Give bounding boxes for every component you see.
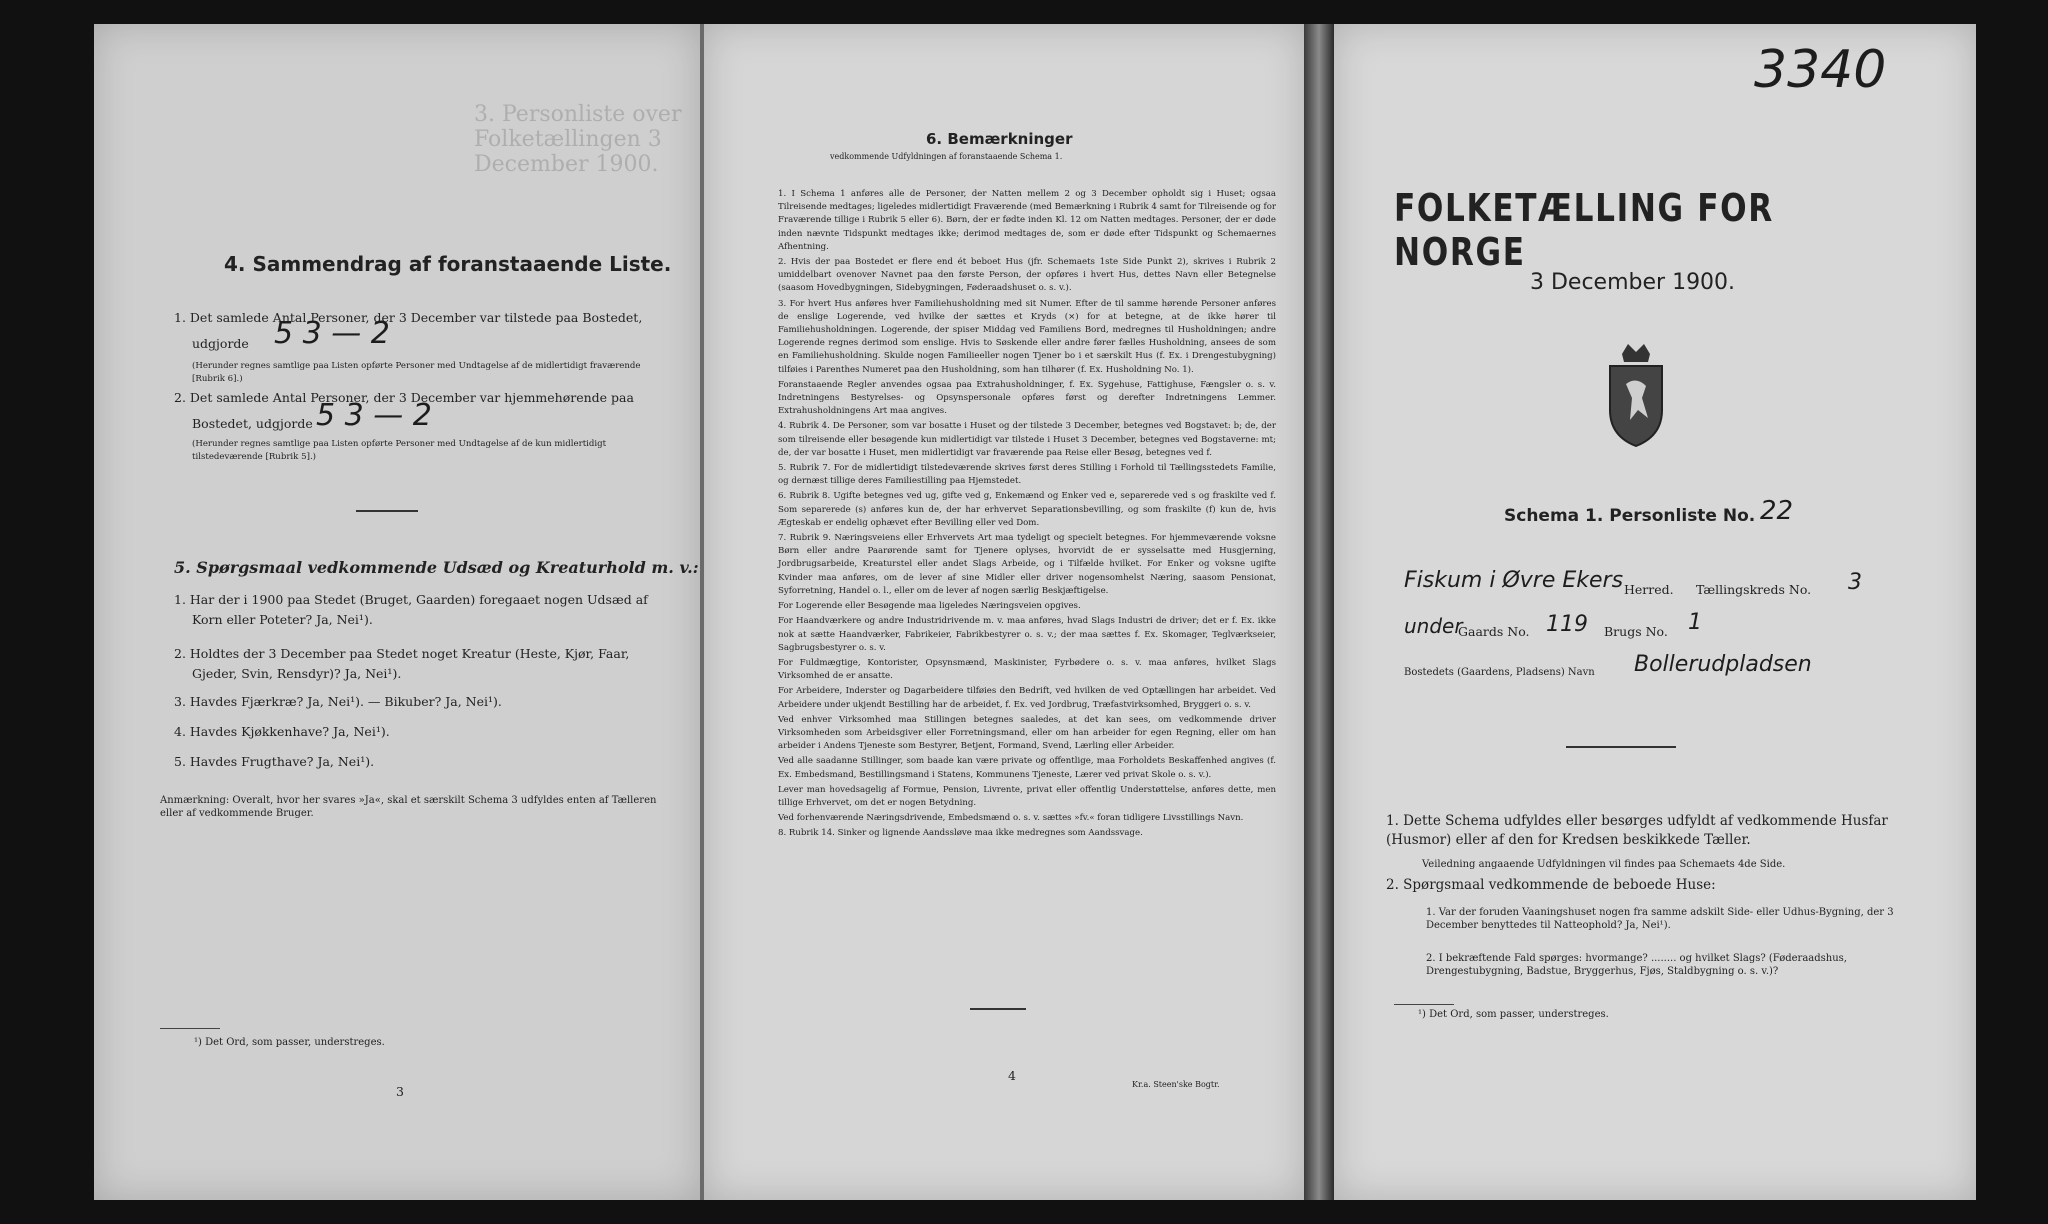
- herred-handwritten: Fiskum i Øvre Ekers: [1404, 568, 1624, 593]
- book-spine: [1304, 24, 1334, 1200]
- remark-paragraph: Ved forhenværende Næringsdrivende, Embedsmænd o. s. v. sættes »fv.« foran tidligere Livsstillings Navn.: [778, 813, 1244, 824]
- section4-title: 4. Sammendrag af foranstaaende Liste.: [224, 252, 672, 276]
- footnote-rule: [160, 1028, 220, 1029]
- remark-paragraph: 8. Rubrik 14. Sinker og lignende Aandssløve maa ikke medregnes som Aandssvage.: [778, 828, 1143, 839]
- page-number: 3: [396, 1084, 404, 1099]
- instruction-1: 1. Dette Schema udfyldes eller besørges udfyldt af vedkommende Husfar (Husmor) eller af den for Kredsen beskikkede Tæller.: [1386, 813, 1888, 848]
- item2-handwritten: 5 3 — 2: [316, 398, 432, 433]
- remarks-subtitle: vedkommende Udfyldningen af foranstaaende Schema 1.: [830, 152, 1063, 161]
- item1-udgjorde: udgjorde: [192, 336, 249, 351]
- instruction-2-q1: 1. Var der foruden Vaaningshuset nogen fra samme adskilt Side- eller Udhus-Bygning, der 3 December benyttedes til Natteophold? Ja, Nei¹).: [1426, 907, 1894, 931]
- remark-paragraph: Ved enhver Virksomhed maa Stillingen betegnes saaledes, at det kan sees, om vedkommende driver Virksomheden som Arbeidsgiver eller Forretningsmand, eller om han arbeider for egen Regning, eller om han arbeider i Andens Tjeneste som Bestyrer, Betjent, Formand, Svend, Lærling eller Arbeider.: [778, 714, 1276, 752]
- archive-number: 3340: [1754, 40, 1887, 100]
- item2-text: 2. Det samlede Antal Personer, der 3 December var hjemmehørende paa: [174, 390, 634, 405]
- bleed-through-text: 3. Personliste over Folketællingen 3 December 1900.: [474, 102, 682, 177]
- instruction-2-q2: 2. I bekræftende Fald spørges: hvormange? ........ og hvilket Slags? (Føderaadshus, Drengestubygning, Badstue, Bryggerhus, Fjøs, Staldbygning o. s. v.)?: [1426, 953, 1847, 977]
- item1-handwritten: 5 3 — 2: [274, 316, 390, 351]
- remark-paragraph: For Arbeidere, Inderster og Dagarbeidere tilføies den Bedrift, ved hvilken de ved Optællingen har arbeidet. Ved Arbeidere under ukjendt Bestilling har de arbeidet, f. Ex. ved Jordbrug, Træfastvirksomhed, Bryggeri o. s. v.: [778, 686, 1276, 710]
- item1-text: 1. Det samlede Antal Personer, der 3 December var tilstede paa Bostedet,: [174, 310, 643, 325]
- question-2a: 2. Holdtes der 3 December paa Stedet noget Kreatur (Heste, Kjør, Faar,: [174, 646, 630, 661]
- schema-label: Schema 1. Personliste No.: [1504, 506, 1756, 526]
- remark-paragraph: 6. Rubrik 8. Ugifte betegnes ved ug, gifte ved g, Enkemænd og Enker ved e, separerede ved s og fraskilte ved f. Som separerede (s) anføres kun de, der har erhvervet Separationsbevilling, og som fraskilte (f) kun de, hvis Ægteskab er endelig ophævet efter Bevilling eller ved Dom.: [778, 491, 1276, 528]
- footnote-rule: [1394, 1004, 1454, 1005]
- brugs-number: 1: [1688, 610, 1702, 635]
- section5-title: 5. Spørgsmaal vedkommende Udsæd og Kreaturhold m. v.:: [174, 558, 699, 577]
- kreds-number: 3: [1848, 570, 1862, 595]
- coat-of-arms-icon: [1602, 340, 1670, 448]
- remark-paragraph: For Fuldmægtige, Kontorister, Opsynsmænd, Maskinister, Fyrbødere o. s. v. maa anføres, hvilket Slags Virksomhed de er ansatte.: [778, 657, 1276, 682]
- gaard-number: 119: [1546, 612, 1588, 637]
- question-5: 5. Havdes Frugthave? Ja, Nei¹).: [174, 754, 375, 769]
- page-number: 4: [1008, 1068, 1016, 1083]
- remark-paragraph: For Haandværkere og andre Industridrivende m. v. maa anføres, hvad Slags Industri de driver; det er f. Ex. ikke nok at sætte Haandværker, Fabrikeier, Fabrikbestyrer o. s. v.; der maa sættes f. Ex. Skomager, Teglværkseier, Sagbrugsbestyrer o. s. v.: [778, 616, 1276, 653]
- herred-label: Herred.: [1624, 582, 1674, 597]
- footnote: ¹) Det Ord, som passer, understreges.: [194, 1037, 385, 1048]
- remark-paragraph: 2. Hvis der paa Bostedet er flere end ét beboet Hus (jfr. Schemaets 1ste Side Punkt 2), skrives i Rubrik 2 umiddelbart ovenover Navnet paa den første Person, der opføres i hvert Hus, dettes Navn eller Betegnelse (saasom Hovedbygningen, Sidebygningen, Føderaadshuset o. s. v.).: [778, 257, 1276, 294]
- footnote: ¹) Det Ord, som passer, understreges.: [1418, 1009, 1609, 1020]
- question-1a: 1. Har der i 1900 paa Stedet (Bruget, Gaarden) foregaaet nogen Udsæd af: [174, 592, 648, 607]
- census-date: 3 December 1900.: [1530, 270, 1736, 295]
- remark-paragraph: Ved alle saadanne Stillinger, som baade kan være private og offentlige, maa Forholdets Beskaffenhed angives (f. Ex. Embedsmand, Bestillingsmand i Statens, Kommunens Tjeneste, Lærer ved privat Skole o. s. v.).: [778, 756, 1276, 780]
- left-page: [94, 24, 700, 1200]
- anmerkning-note: Anmærkning: Overalt, hvor her svares »Ja«, skal et særskilt Schema 3 udfyldes enten af Tælleren eller af vedkommende Bruger.: [160, 795, 657, 819]
- right-page: [1334, 24, 1976, 1200]
- under-handwritten: under: [1404, 614, 1463, 638]
- printer-mark: Kr.a. Steen'ske Bogtr.: [1132, 1080, 1220, 1089]
- remark-paragraph: 1. I Schema 1 anføres alle de Personer, der Natten mellem 2 og 3 December opholdt sig i Huset; ogsaa Tilreisende medtages; ligeledes midlertidigt Fraværende (med Bemærkning i Rubrik 4 samt for Tilreisende og for Fraværende tillige i Rubrik 5 eller 6). Børn, der er fødte inden Kl. 12 om Natten medtages. Personer, der er døde inden nævnte Tidspunkt medtages ikke; derimod medtages de, som er døde efter Tidspunkt og Schemaernes Afhentning.: [778, 189, 1277, 252]
- remarks-body: [778, 188, 1276, 843]
- middle-page: [704, 24, 1304, 1200]
- remark-paragraph: 3. For hvert Hus anføres hver Familiehusholdning med sit Numer. Efter de til samme hørende Personer anføres de enslige Logerende, ved hvilke der sættes et Kryds (×) for at betegne, at de ikke hører til Familiehusholdningen. Logerende, der spiser Middag ved Familiens Bord, medregnes til Husholdningen; andre Logerende regnes derimod som enslige. Hvis to Søskende eller andre fører fælles Husholdning, ansees de som en Familiehusholdning. Skulde nogen Familieeller nogen Tjener bo i et særskilt Hus (f. Ex. i Drengestubygning) tilføies i Parenthes Numeret paa den Husholdning, som han tilhører (f. Ex. Husholdning No. 1).: [778, 298, 1276, 375]
- remark-paragraph: 7. Rubrik 9. Næringsveiens eller Erhvervets Art maa tydeligt og specielt betegnes. For hjemmeværende voksne Børn eller andre Paarørende samt for Tjenere oplyses, hvorvidt de er sysselsatte med Husgjerning, Jordbrugsarbeide, Kreaturstel eller andet Slags Arbeide, og i Tilfælde hvilket. For Enker og voksne ugifte Kvinder maa anføres, om de lever af sine Midler eller driver nogensomhelst Næring, saasom Pensionat, Syforretning, Handel o. l., eller om de lever af nogen særlig Beskjæftigelse.: [778, 533, 1276, 596]
- census-title: FOLKETÆLLING FOR NORGE: [1394, 186, 1774, 274]
- question-1b: Korn eller Poteter? Ja, Nei¹).: [192, 612, 373, 627]
- section-divider: [356, 510, 418, 512]
- item2-bostedet: Bostedet, udgjorde: [192, 416, 313, 431]
- kreds-label: Tællingskreds No.: [1696, 582, 1812, 597]
- item2-note: (Herunder regnes samtlige paa Listen opførte Personer med Undtagelse af de kun midlertidigt tilstedeværende [Rubrik 5].): [192, 439, 607, 463]
- personliste-number: 22: [1760, 496, 1794, 526]
- remark-paragraph: Lever man hovedsagelig af Formue, Pension, Livrente, privat eller offentlig Understøttelse, anføres dette, men tillige Erhvervet, om det er nogen Betydning.: [778, 784, 1276, 808]
- ornamental-divider: [1566, 746, 1676, 748]
- brugs-label: Brugs No.: [1604, 624, 1668, 639]
- item1-note: (Herunder regnes samtlige paa Listen opførte Personer med Undtagelse af de midlertidigt fraværende [Rubrik 6].): [192, 361, 641, 385]
- question-3: 3. Havdes Fjærkræ? Ja, Nei¹). — Bikuber? Ja, Nei¹).: [174, 694, 502, 709]
- question-2b: Gjeder, Svin, Rensdyr)? Ja, Nei¹).: [192, 666, 402, 681]
- remarks-title: 6. Bemærkninger: [926, 130, 1073, 148]
- bosted-handwritten: Bollerudpladsen: [1634, 652, 1812, 677]
- remark-paragraph: 4. Rubrik 4. De Personer, som var bosatte i Huset og der tilstede 3 December, betegnes ved Bogstavet: b; de, der som tilreisende eller besøgende kun midlertidigt var tilstede i Huset 3 December, betegnes ved Bogstaverne: mt; de, der var bosatte i Huset, men midlertidigt var fraværende paa Reise eller Besøg, betegnes ved f.: [778, 421, 1276, 458]
- remark-paragraph: For Logerende eller Besøgende maa ligeledes Næringsveien opgives.: [778, 601, 1081, 612]
- bosted-label: Bostedets (Gaardens, Pladsens) Navn: [1404, 667, 1595, 678]
- remark-paragraph: Foranstaaende Regler anvendes ogsaa paa Extrahusholdninger, f. Ex. Sygehuse, Fattighuse, Fængsler o. s. v. Indretningens Bestyrelses- og Opsynspersonale opføres først og derefter Indretningens Lemmer. Extrahusholdningens Art maa angives.: [778, 379, 1276, 417]
- gaard-label: Gaards No.: [1458, 624, 1530, 639]
- instruction-2: 2. Spørgsmaal vedkommende de beboede Huse:: [1386, 877, 1716, 893]
- instruction-1-guidance: Veiledning angaaende Udfyldningen vil findes paa Schemaets 4de Side.: [1422, 859, 1786, 870]
- remark-paragraph: 5. Rubrik 7. For de midlertidigt tilstedeværende skrives først deres Stilling i Forhold til Tællingsstedets Familie, og dernæst tillige deres Familiestilling paa Hjemstedet.: [778, 463, 1276, 487]
- question-4: 4. Havdes Kjøkkenhave? Ja, Nei¹).: [174, 724, 390, 739]
- end-rule: [970, 1008, 1026, 1010]
